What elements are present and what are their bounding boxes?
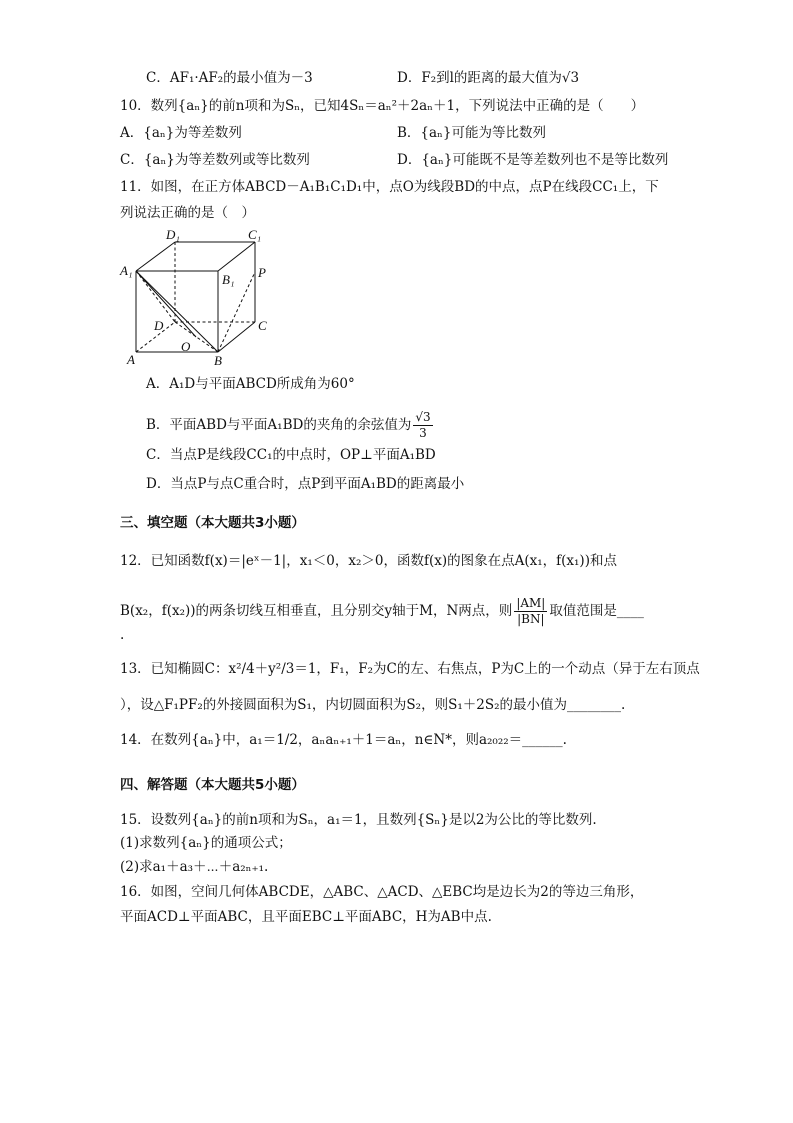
- q10-option-a: A．{aₙ}为等差数列: [120, 125, 242, 141]
- q15-part1: (1)求数列{aₙ}的通项公式；: [120, 835, 292, 851]
- section-fill-in-heading: 三、填空题（本大题共3小题）: [120, 515, 305, 531]
- q12-line2-text: B(x₂，f(x₂))的两条切线互相垂直，且分别交y轴于M，N两点，则: [120, 603, 513, 619]
- cube-figure: [118, 226, 278, 366]
- q15-part2: (2)求a₁＋a₃＋⋯＋a₂ₙ₊₁.: [120, 859, 269, 875]
- q10-option-b: B．{aₙ}可能为等比数列: [397, 125, 546, 141]
- q12-line2: [120, 596, 644, 627]
- q11-option-c: C．当点P是线段CC₁的中点时，OP⊥平面A₁BD: [146, 447, 436, 463]
- label-d: D: [154, 318, 164, 333]
- label-c: C: [258, 318, 267, 333]
- q10-option-c: C．{aₙ}为等差数列或等比数列: [120, 152, 310, 168]
- edge-bc: [218, 322, 255, 352]
- q12-line2-blank: 取值范围是____: [549, 603, 644, 619]
- edge-b1c1: [218, 242, 255, 271]
- segment-a1b: [136, 271, 218, 352]
- edge-a1d1: [136, 242, 175, 271]
- q11-stem-line2: 列说法正确的是（ ）: [120, 205, 255, 221]
- q11-option-b-text: B．平面ABD与平面A₁BD的夹角的余弦值为: [146, 417, 412, 433]
- fraction-numerator: √3: [415, 410, 431, 424]
- label-a: A: [127, 352, 135, 366]
- q13-line2: ），设△F₁PF₂的外接圆面积为S₁，内切圆面积为S₂，则S₁＋2S₂的最小值为________.: [120, 697, 626, 713]
- q11-stem-line1: 11．如图，在正方体ABCD－A₁B₁C₁D₁中，点O为线段BD的中点，点P在线段CC₁上，下: [120, 179, 659, 195]
- q11-option-b-fraction: [413, 410, 432, 441]
- q11-option-b: [146, 410, 433, 441]
- fraction-denominator: 3: [419, 426, 427, 440]
- label-d1: D₁: [166, 227, 180, 242]
- label-o: O: [181, 339, 191, 354]
- section-solution-heading: 四、解答题（本大题共5小题）: [120, 777, 305, 793]
- q16-line1: 16．如图，空间几何体ABCDE，△ABC、△ACD、△EBC均是边长为2的等边三角形，: [120, 884, 644, 900]
- fraction-denominator: |BN|: [517, 612, 545, 626]
- q13-line1: 13．已知椭圆C：x²/4＋y²/3＝1，F₁，F₂为C的左、右焦点，P为C上的一个动点（异于左右顶点: [120, 661, 700, 677]
- q14-line: 14．在数列{aₙ}中，a₁＝1/2，aₙaₙ₊₁＋1＝aₙ，n∈N*，则a₂₀₂₂＝______.: [120, 732, 567, 748]
- fraction-numerator: |AM|: [516, 596, 546, 610]
- label-b: B: [214, 353, 222, 366]
- q9-option-d: D．F₂到l的距离的最大值为√3: [397, 70, 580, 86]
- q10-stem: 10．数列{aₙ}的前n项和为Sₙ，已知4Sₙ＝aₙ²＋2aₙ＋1，下列说法中正确的是（ ）: [120, 98, 645, 114]
- label-b1: B₁: [222, 272, 235, 287]
- hidden-segment-a1d: [136, 271, 175, 322]
- q12-line3: .: [120, 627, 125, 643]
- q12-line1: 12．已知函数f(x)＝|eˣ－1|，x₁＜0，x₂＞0，函数f(x)的图象在点A(x₁，f(x₁))和点: [120, 553, 617, 569]
- label-a1: A₁: [120, 263, 133, 278]
- label-c1: C₁: [248, 227, 262, 242]
- q15-stem: 15．设数列{aₙ}的前n项和为Sₙ，a₁＝1，且数列{Sₙ}是以2为公比的等比数列.: [120, 812, 597, 828]
- q10-option-d: D．{aₙ}可能既不是等差数列也不是等比数列: [397, 152, 669, 168]
- segment-a1o: [136, 271, 196, 337]
- q9-option-c: C．AF₁·AF₂的最小值为－3: [146, 70, 313, 86]
- q12-fraction: [514, 596, 547, 627]
- q11-option-a: A．A₁D与平面ABCD所成角为60°: [146, 376, 355, 392]
- q11-option-d: D．当点P与点C重合时，点P到平面A₁BD的距离最小: [146, 476, 465, 492]
- q16-line2: 平面ACD⊥平面ABC，且平面EBC⊥平面ABC，H为AB中点.: [120, 909, 492, 925]
- label-p: P: [258, 265, 266, 280]
